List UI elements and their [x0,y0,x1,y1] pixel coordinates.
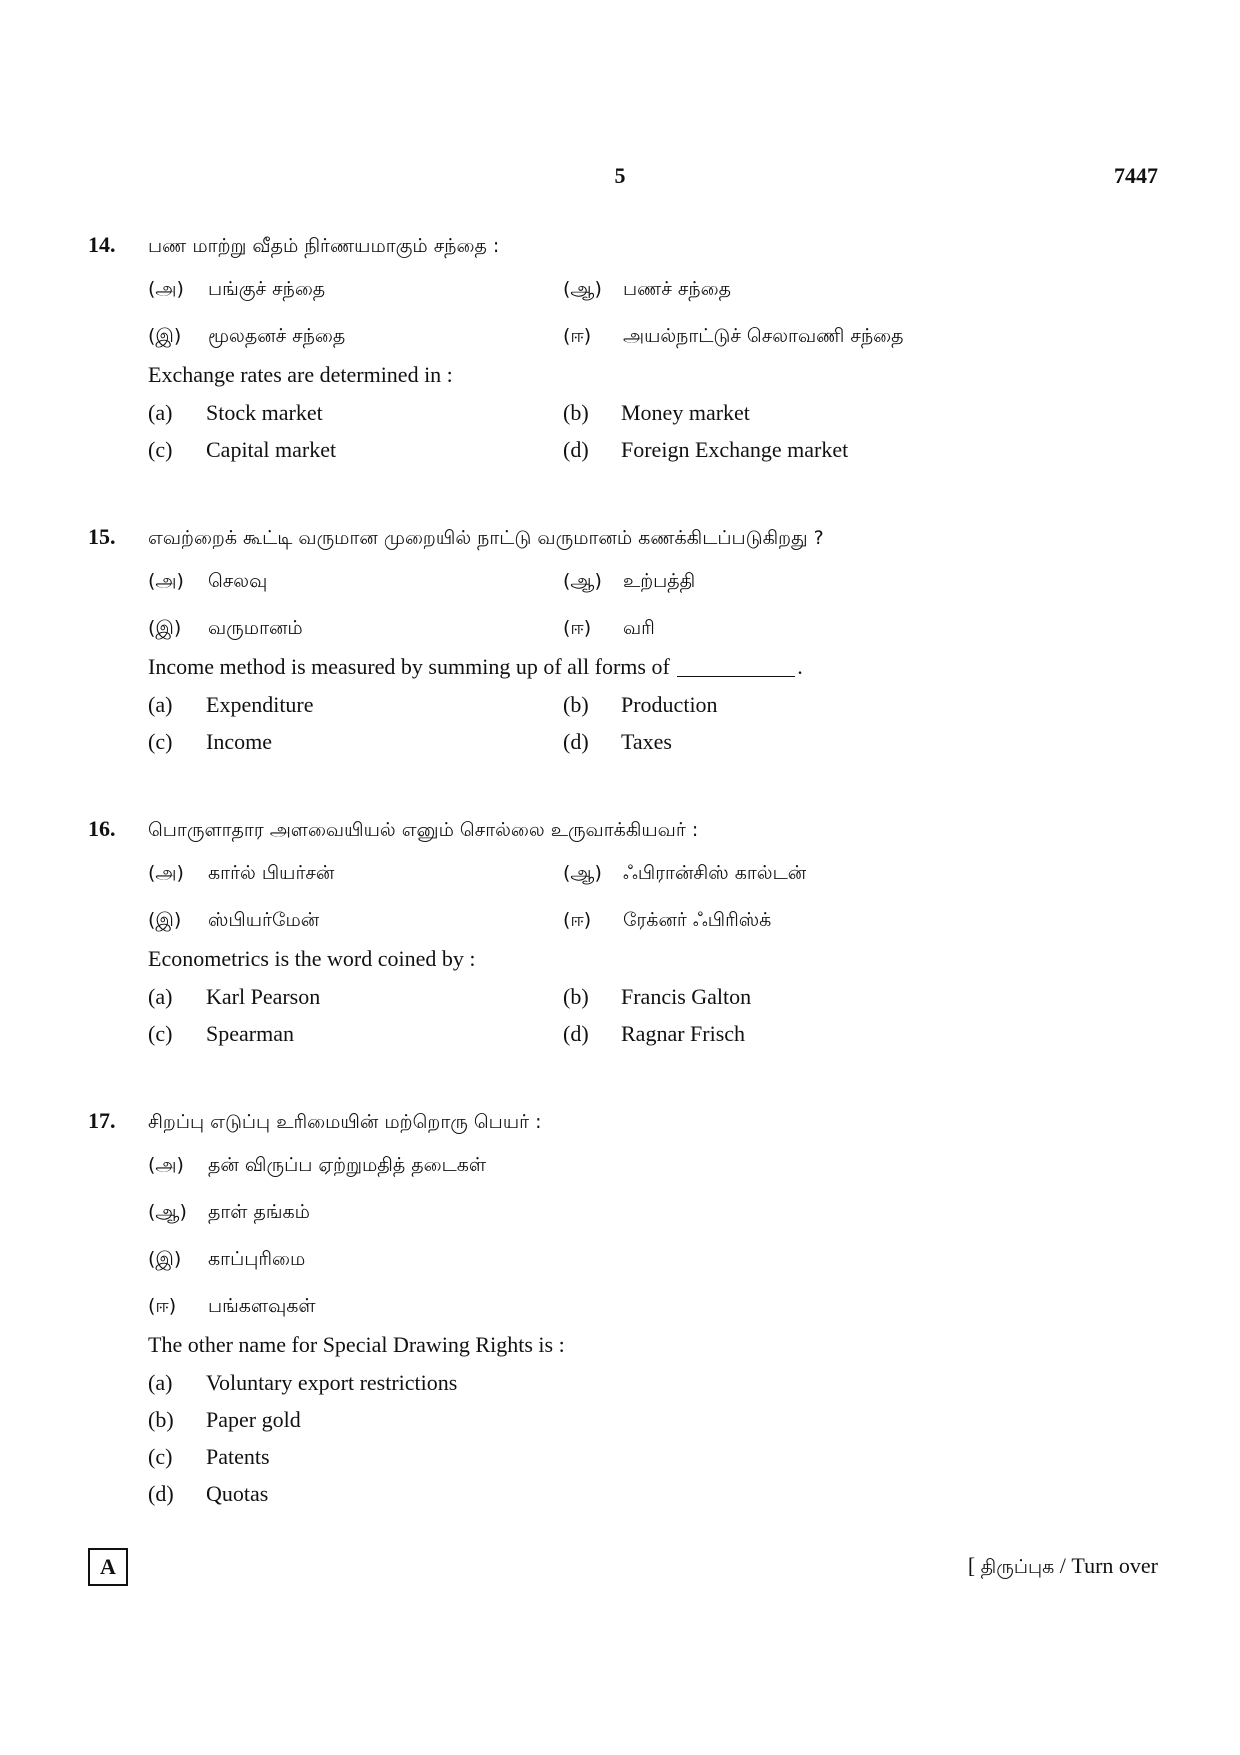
question-15 [88,524,1168,760]
option-text: Income [206,728,272,754]
tamil-option [563,325,1163,350]
option-label: (c) [148,1020,173,1046]
english-stem: Income method is measured by summing up of all forms of [148,654,670,679]
tamil-option [148,909,563,934]
option-label: (d) [563,1020,589,1046]
option-text: ஃபிரான்சிஸ் கால்டன் [623,862,807,884]
english-stem-line [148,648,1168,686]
option-label: (c) [148,728,173,754]
option-label: (b) [563,983,589,1009]
question-number: 16. [88,816,116,841]
option-label: (அ) [148,278,184,300]
tamil-option [563,617,978,642]
question-16 [88,816,1168,1052]
option-text: Francis Galton [621,983,752,1009]
option-text: Ragnar Frisch [621,1020,746,1046]
option-text: Taxes [621,728,672,754]
option-text: Patents [206,1443,270,1469]
english-option [148,400,563,426]
option-label: (ஆ) [563,862,602,884]
option-label: (ஆ) [148,1201,187,1223]
tamil-option [148,278,563,303]
option-text: காப்புரிமை [208,1248,306,1270]
version-box: A [88,1548,128,1586]
option-text: செலவு [208,570,268,592]
option-text: பணச் சந்தை [623,278,731,300]
option-text: Money market [621,399,750,425]
question-14 [88,232,1168,468]
option-text: Expenditure [206,691,314,717]
tamil-stem: சிறப்பு எடுப்பு உரிமையின் மற்றொரு பெயர் : [148,1111,542,1133]
option-label: (b) [563,691,589,717]
english-option [148,984,563,1010]
option-label: (இ) [148,617,182,639]
option-label: (a) [148,983,173,1009]
option-text: Spearman [206,1020,294,1046]
english-option [563,1021,978,1047]
tamil-option [148,617,563,642]
option-label: (d) [148,1480,174,1506]
option-label: (அ) [148,1154,184,1176]
option-label: (a) [148,1369,173,1395]
option-label: (c) [148,436,173,462]
english-option [563,692,978,718]
turn-over-english: Turn over [1071,1553,1158,1578]
english-option [148,729,563,755]
option-text: பங்களவுகள் [208,1295,316,1317]
english-stem: Econometrics is the word coined by : [148,946,476,971]
english-stem: The other name for Special Drawing Rights is : [148,1332,565,1357]
english-option [148,692,563,718]
option-label: (ஆ) [563,278,602,300]
option-text: Paper gold [206,1406,301,1432]
tamil-option [563,570,978,595]
option-text: கார்ல் பியர்சன் [208,862,335,884]
option-label: (ஈ) [563,909,592,931]
english-option [148,437,563,463]
tamil-option [148,1295,848,1320]
option-label: (இ) [148,325,182,347]
english-option [563,400,978,426]
tamil-option [148,862,563,887]
english-option [563,437,1163,463]
option-label: (b) [148,1406,174,1432]
question-number: 17. [88,1108,116,1133]
question-number: 15. [88,524,116,549]
option-label: (ஆ) [563,570,602,592]
separator: / [1059,1553,1066,1578]
option-label: (a) [148,691,173,717]
option-label: (d) [563,728,589,754]
tamil-stem: பண மாற்று வீதம் நிர்ணயமாகும் சந்தை : [148,235,500,257]
tamil-option [148,325,563,350]
option-text: Quotas [206,1480,269,1506]
option-text: தாள் தங்கம் [208,1201,310,1223]
option-text: Voluntary export restrictions [206,1369,458,1395]
fill-in-blank [677,658,795,677]
page-number: 5 [614,163,626,188]
tamil-stem: எவற்றைக் கூட்டி வருமான முறையில் நாட்டு வருமானம் கணக்கிடப்படுகிறது ? [148,527,824,549]
tamil-option [563,278,978,303]
option-text: ரேக்னர் ஃபிரிஸ்க் [623,909,772,931]
option-label: (ஈ) [563,325,592,347]
option-label: (அ) [148,862,184,884]
tamil-option [148,1201,848,1226]
option-label: (c) [148,1443,173,1469]
english-stem-end: . [797,654,803,679]
english-option [563,729,978,755]
question-number: 14. [88,232,116,257]
turn-over-note [968,1553,1158,1581]
option-text: பங்குச் சந்தை [208,278,326,300]
turn-over-tamil: திருப்புக [980,1556,1055,1578]
open-bracket: [ [967,1553,976,1578]
option-text: வரி [623,617,655,639]
english-option [148,1407,848,1433]
tamil-stem: பொருளாதார அளவையியல் எனும் சொல்லை உருவாக்கியவர் : [148,819,699,841]
tamil-option [563,862,978,887]
english-option [563,984,978,1010]
tamil-option [148,1154,848,1179]
option-label: (d) [563,436,589,462]
option-label: (அ) [148,570,184,592]
english-option [148,1481,848,1507]
option-label: (ஈ) [563,617,592,639]
option-text: உற்பத்தி [623,570,696,592]
option-label: (இ) [148,909,182,931]
english-stem: Exchange rates are determined in : [148,362,453,387]
option-text: ஸ்பியர்மேன் [208,909,320,931]
paper-code: 7447 [1114,163,1158,188]
option-text: Stock market [206,399,323,425]
question-17 [88,1108,1168,1512]
option-text: வருமானம் [208,617,303,639]
option-text: மூலதனச் சந்தை [208,325,346,347]
tamil-option [563,909,978,934]
tamil-option [148,570,563,595]
option-text: Capital market [206,436,337,462]
option-text: தன் விருப்ப ஏற்றுமதித் தடைகள் [208,1154,487,1176]
option-text: அயல்நாட்டுச் செலாவணி சந்தை [623,325,904,347]
option-label: (இ) [148,1248,182,1270]
english-option [148,1370,848,1396]
option-text: Karl Pearson [206,983,321,1009]
option-label: (b) [563,399,589,425]
option-label: (a) [148,399,173,425]
option-label: (ஈ) [148,1295,177,1317]
option-text: Foreign Exchange market [621,436,849,462]
english-option [148,1021,563,1047]
tamil-option [148,1248,848,1273]
option-text: Production [621,691,718,717]
english-option [148,1444,848,1470]
